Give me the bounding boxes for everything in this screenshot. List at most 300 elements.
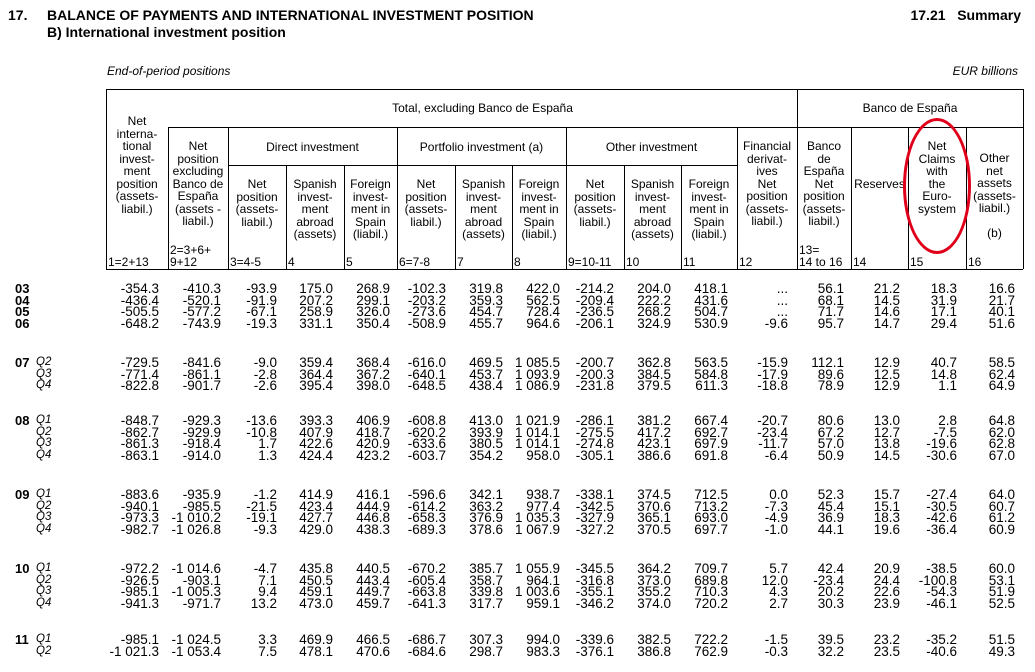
row-quarter-label: Q1 bbox=[36, 414, 52, 426]
table-cell: 16.6 bbox=[988, 281, 1015, 296]
table-cell: 207.2 bbox=[299, 292, 333, 308]
group-banco-de-espana: Banco de España bbox=[862, 101, 958, 115]
table-cell: -1.2 bbox=[253, 487, 277, 502]
table-cell: -1 005.3 bbox=[171, 584, 221, 600]
table-cell: 89.6 bbox=[817, 366, 844, 382]
table-cell: 728.4 bbox=[526, 304, 560, 320]
header-group-rule bbox=[168, 127, 1023, 128]
table-cell: 60.0 bbox=[988, 561, 1015, 576]
table-cell: 431.6 bbox=[694, 292, 728, 308]
table-cell: -286.1 bbox=[575, 413, 614, 428]
table-cell: -10.8 bbox=[246, 424, 277, 440]
table-cell: 454.7 bbox=[469, 304, 503, 320]
table-cell: -941.3 bbox=[120, 596, 159, 612]
column-header-1: Net internа- tional invest- ment position (assets- liabil.) bbox=[115, 114, 159, 216]
table-cell: 112.1 bbox=[811, 355, 844, 370]
column-number-9: 9=10-11 bbox=[568, 255, 612, 269]
row-quarter-label: Q3 bbox=[36, 437, 52, 450]
table-cell: -1 014.6 bbox=[171, 561, 221, 576]
table-cell: 530.9 bbox=[694, 316, 728, 332]
table-cell: -862.7 bbox=[120, 424, 159, 440]
table-cell: 1 067.9 bbox=[514, 522, 560, 538]
row-quarter-label: Q2 bbox=[36, 356, 52, 368]
table-cell: -91.9 bbox=[246, 292, 277, 308]
table-cell: 14.5 bbox=[873, 292, 900, 308]
table-cell: 268.2 bbox=[637, 304, 671, 320]
table-cell: 62.0 bbox=[988, 424, 1015, 440]
table-cell: 22.6 bbox=[873, 584, 900, 600]
table-cell: -1 021.3 bbox=[109, 643, 159, 659]
table-cell: 339.8 bbox=[469, 584, 503, 600]
column-header-7: Spanish invest- ment abroad (assets) bbox=[461, 177, 506, 241]
table-cell: 407.9 bbox=[299, 424, 333, 440]
table-cell: -640.1 bbox=[407, 366, 446, 382]
table-cell: -901.7 bbox=[182, 378, 221, 394]
table-cell: -684.6 bbox=[407, 643, 446, 659]
table-cell: ... bbox=[776, 304, 788, 320]
table-cell: 449.7 bbox=[356, 584, 390, 600]
column-number-7: 7 bbox=[457, 255, 464, 269]
table-cell: -861.1 bbox=[182, 366, 221, 382]
table-cell: 19.6 bbox=[873, 522, 900, 538]
table-cell: 469.5 bbox=[469, 355, 503, 370]
table-cell: -1.5 bbox=[764, 632, 788, 647]
table-cell: -203.2 bbox=[407, 292, 446, 308]
table-cell: -1 026.8 bbox=[171, 522, 221, 538]
table-cell: 459.1 bbox=[299, 584, 333, 600]
table-cell: 324.9 bbox=[637, 316, 671, 332]
table-cell: 71.7 bbox=[817, 304, 844, 320]
table-cell: 1 055.9 bbox=[514, 561, 560, 576]
header-bottom-rule bbox=[106, 269, 1023, 270]
table-cell: -9.6 bbox=[764, 316, 788, 332]
table-cell: 393.3 bbox=[299, 413, 333, 428]
table-cell: -354.3 bbox=[120, 281, 159, 296]
table-cell: -13.6 bbox=[246, 413, 277, 428]
table-cell: -935.9 bbox=[182, 487, 221, 502]
table-cell: 964.6 bbox=[526, 316, 560, 332]
table-cell: 710.3 bbox=[694, 584, 728, 600]
table-cell: 422.6 bbox=[299, 436, 333, 452]
table-cell: -410.3 bbox=[182, 281, 221, 296]
table-cell: 563.5 bbox=[694, 355, 728, 370]
units-note: EUR billions bbox=[952, 64, 1018, 78]
row-quarter-label: Q3 bbox=[36, 367, 52, 380]
table-cell: 21.2 bbox=[873, 281, 900, 296]
table-cell: 1.7 bbox=[258, 436, 277, 452]
table-cell: -2.6 bbox=[253, 378, 277, 394]
table-cell: -929.3 bbox=[182, 413, 221, 428]
table-cell: 416.1 bbox=[356, 487, 390, 502]
table-cell: -274.8 bbox=[575, 436, 614, 452]
table-cell: 317.7 bbox=[469, 596, 503, 612]
table-cell: -23.4 bbox=[813, 572, 844, 588]
table-cell: -54.3 bbox=[926, 584, 957, 600]
table-cell: 959.1 bbox=[526, 596, 560, 612]
table-cell: 363.2 bbox=[469, 498, 503, 514]
table-cell: 427.7 bbox=[299, 510, 333, 526]
table-cell: 381.2 bbox=[637, 413, 671, 428]
table-cell: -903.1 bbox=[182, 572, 221, 588]
table-cell: 7.5 bbox=[258, 643, 277, 659]
table-cell: 1 035.3 bbox=[514, 510, 560, 526]
table-cell: 689.8 bbox=[694, 572, 728, 588]
table-cell: 30.3 bbox=[817, 596, 844, 612]
column-header-10: Spanish invest- ment abroad (assets) bbox=[630, 177, 675, 241]
table-cell: 584.8 bbox=[694, 366, 728, 382]
table-cell: 720.2 bbox=[694, 596, 728, 612]
column-header-14: Reserves bbox=[854, 177, 905, 191]
row-quarter-label: Q1 bbox=[36, 562, 52, 574]
table-cell: -985.1 bbox=[120, 632, 159, 647]
table-cell: 473.0 bbox=[299, 596, 333, 612]
table-cell: -19.6 bbox=[926, 436, 957, 452]
table-cell: 406.9 bbox=[356, 413, 390, 428]
row-year-label: 11 bbox=[15, 632, 29, 647]
table-cell: 44.1 bbox=[817, 522, 844, 538]
table-cell: 424.4 bbox=[299, 448, 333, 464]
table-cell: 298.7 bbox=[469, 643, 503, 659]
group-direct-investment: Direct investment bbox=[266, 140, 359, 154]
row-quarter-label: Q4 bbox=[36, 449, 52, 462]
table-cell: 423.4 bbox=[299, 498, 333, 514]
table-cell: -822.8 bbox=[120, 378, 159, 394]
table-cell: 977.4 bbox=[526, 498, 560, 514]
table-cell: 364.4 bbox=[299, 366, 333, 382]
column-header-8: Foreign invest- ment in Spain (liabil.) bbox=[518, 177, 560, 241]
table-cell: 1 014.1 bbox=[514, 436, 560, 452]
table-cell: -0.3 bbox=[764, 643, 788, 659]
table-cell: -686.7 bbox=[407, 632, 446, 647]
table-cell: -2.8 bbox=[253, 366, 277, 382]
table-cell: 21.7 bbox=[988, 292, 1015, 308]
column-header-13: Banco de España Net position (assets- liabil.) bbox=[802, 139, 846, 228]
table-cell: 64.8 bbox=[988, 413, 1015, 428]
table-cell: 373.0 bbox=[637, 572, 671, 588]
table-cell: 958.0 bbox=[526, 448, 560, 464]
table-cell: 435.8 bbox=[299, 561, 333, 576]
table-cell: 13.8 bbox=[873, 436, 900, 452]
table-cell: 60.9 bbox=[988, 522, 1015, 538]
table-cell: -914.0 bbox=[182, 448, 221, 464]
table-cell: -603.7 bbox=[407, 448, 446, 464]
table-cell: 204.0 bbox=[637, 281, 671, 296]
column-number-10: 10 bbox=[626, 255, 640, 269]
table-cell: -7.3 bbox=[764, 498, 788, 514]
table-cell: 78.9 bbox=[817, 378, 844, 394]
table-cell: 51.5 bbox=[988, 632, 1015, 647]
table-cell: 1 003.6 bbox=[514, 584, 560, 600]
table-cell: 12.9 bbox=[873, 355, 900, 370]
table-cell: -7.5 bbox=[933, 424, 957, 440]
table-cell: 374.0 bbox=[637, 596, 671, 612]
table-cell: 395.4 bbox=[299, 378, 333, 394]
row-quarter-label: Q1 bbox=[36, 633, 52, 645]
table-cell: -985.5 bbox=[182, 498, 221, 514]
column-divider bbox=[851, 127, 852, 269]
table-cell: 667.4 bbox=[694, 413, 728, 428]
row-quarter-label: Q4 bbox=[36, 597, 52, 610]
table-cell: -4.9 bbox=[764, 510, 788, 526]
table-cell: -520.1 bbox=[182, 292, 221, 308]
table-cell: 62.4 bbox=[988, 366, 1015, 382]
column-number-4: 4 bbox=[288, 255, 295, 269]
table-cell: 350.4 bbox=[356, 316, 390, 332]
row-year-label: 10 bbox=[15, 561, 30, 576]
table-cell: 32.2 bbox=[817, 643, 844, 659]
table-cell: 983.3 bbox=[526, 643, 560, 659]
row-quarter-label: Q3 bbox=[36, 511, 52, 524]
row-year-label: 06 bbox=[15, 316, 30, 332]
table-cell: -973.3 bbox=[120, 510, 159, 526]
table-cell: -596.6 bbox=[407, 487, 446, 502]
table-cell: 40.7 bbox=[930, 355, 957, 370]
table-cell: -30.6 bbox=[926, 448, 957, 464]
row-quarter-label: Q4 bbox=[36, 379, 52, 392]
table-cell: 354.2 bbox=[469, 448, 503, 464]
table-cell: -1 024.5 bbox=[171, 632, 221, 647]
header-top-rule bbox=[106, 89, 1023, 90]
row-quarter-label: Q2 bbox=[36, 644, 52, 657]
table-cell: 1 014.1 bbox=[514, 424, 560, 440]
table-cell: 386.8 bbox=[637, 643, 671, 659]
table-cell: -971.7 bbox=[182, 596, 221, 612]
table-cell: 222.2 bbox=[637, 292, 671, 308]
column-number-1: 1=2+13 bbox=[108, 255, 149, 269]
table-cell: 713.2 bbox=[694, 498, 728, 514]
table-cell: -689.3 bbox=[407, 522, 446, 538]
column-number-6: 6=7-8 bbox=[399, 255, 431, 269]
table-cell: 5.7 bbox=[769, 561, 788, 576]
table-cell: 39.5 bbox=[817, 632, 844, 647]
table-cell: 80.6 bbox=[817, 413, 844, 428]
group-other-investment: Other investment bbox=[605, 140, 698, 154]
table-cell: ... bbox=[776, 281, 788, 296]
page-subtitle: B) International investment position bbox=[47, 24, 286, 40]
table-cell: 450.5 bbox=[299, 572, 333, 588]
column-number-12: 12 bbox=[739, 255, 753, 269]
row-year-label: 03 bbox=[15, 281, 30, 296]
column-header-16: Other net assets (assets- liabil.) (b) bbox=[973, 151, 1016, 240]
table-cell: 45.4 bbox=[817, 498, 844, 514]
table-cell: -30.5 bbox=[926, 498, 957, 514]
table-cell: 52.5 bbox=[988, 596, 1015, 612]
table-cell: -9.0 bbox=[253, 355, 277, 370]
table-cell: -236.5 bbox=[575, 304, 614, 320]
table-cell: -1 053.4 bbox=[171, 643, 221, 659]
table-cell: 14.7 bbox=[873, 316, 900, 332]
table-cell: 68.1 bbox=[817, 292, 844, 308]
row-quarter-label: Q3 bbox=[36, 585, 52, 598]
column-number-3: 3=4-5 bbox=[230, 255, 262, 269]
table-cell: 762.9 bbox=[694, 643, 728, 659]
row-quarter-label: Q2 bbox=[36, 573, 52, 586]
table-cell: 398.0 bbox=[356, 378, 390, 394]
table-cell: 24.4 bbox=[873, 572, 900, 588]
table-cell: 455.7 bbox=[469, 316, 503, 332]
table-cell: 374.5 bbox=[637, 487, 671, 502]
table-cell: 385.7 bbox=[469, 561, 503, 576]
table-cell: -42.6 bbox=[926, 510, 957, 526]
table-cell: 12.7 bbox=[873, 424, 900, 440]
table-cell: -616.0 bbox=[407, 355, 446, 370]
column-number-5: 5 bbox=[346, 255, 353, 269]
table-cell: -883.6 bbox=[120, 487, 159, 502]
table-cell: -200.7 bbox=[575, 355, 614, 370]
group-portfolio-investment: Portfolio investment (a) bbox=[419, 140, 544, 154]
table-cell: 478.1 bbox=[299, 643, 333, 659]
table-cell: -19.3 bbox=[246, 316, 277, 332]
table-cell: -729.5 bbox=[120, 355, 159, 370]
table-cell: 0.0 bbox=[769, 487, 788, 502]
table-cell: -355.1 bbox=[575, 584, 614, 600]
table-cell: -985.1 bbox=[120, 584, 159, 600]
page-title: BALANCE OF PAYMENTS AND INTERNATIONAL INVESTMENT POSITION bbox=[47, 7, 534, 23]
table-cell: -9.3 bbox=[253, 522, 277, 538]
table-cell: -658.3 bbox=[407, 510, 446, 526]
row-year-label: 04 bbox=[15, 292, 30, 308]
table-cell: 418.1 bbox=[694, 281, 728, 296]
table-cell: -436.4 bbox=[120, 292, 159, 308]
table-cell: -940.1 bbox=[120, 498, 159, 514]
table-cell: -327.2 bbox=[575, 522, 614, 538]
table-cell: 20.9 bbox=[873, 561, 900, 576]
table-cell: -743.9 bbox=[182, 316, 221, 332]
column-header-4: Spanish invest- ment abroad (assets) bbox=[293, 177, 337, 241]
table-cell: -38.5 bbox=[926, 561, 957, 576]
table-cell: 17.1 bbox=[930, 304, 957, 320]
row-quarter-label: Q4 bbox=[36, 523, 52, 536]
table-cell: 691.8 bbox=[694, 448, 728, 464]
table-cell: 446.8 bbox=[356, 510, 390, 526]
table-cell: -614.2 bbox=[407, 498, 446, 514]
table-cell: 18.3 bbox=[930, 281, 957, 296]
table-cell: 268.9 bbox=[356, 281, 390, 296]
table-cell: -305.1 bbox=[575, 448, 614, 464]
table-cell: -40.6 bbox=[926, 643, 957, 659]
table-cell: 413.0 bbox=[469, 413, 503, 428]
table-cell: 562.5 bbox=[526, 292, 560, 308]
column-number-2: 2=3+6+ 9+12 bbox=[170, 243, 212, 269]
table-cell: -6.4 bbox=[764, 448, 788, 464]
table-cell: 51.9 bbox=[988, 584, 1015, 600]
highlight-circle bbox=[903, 118, 971, 254]
table-cell: 67.2 bbox=[817, 424, 844, 440]
table-cell: 365.1 bbox=[637, 510, 671, 526]
column-divider bbox=[1023, 89, 1024, 269]
table-cell: -15.9 bbox=[757, 355, 788, 370]
table-cell: 31.9 bbox=[930, 292, 957, 308]
table-cell: 36.9 bbox=[817, 510, 844, 526]
table-cell: -972.2 bbox=[120, 561, 159, 576]
table-cell: 62.8 bbox=[988, 436, 1015, 452]
row-year-label: 07 bbox=[15, 355, 30, 370]
table-cell: 1 085.5 bbox=[514, 355, 560, 370]
table-cell: -11.7 bbox=[758, 436, 788, 452]
table-cell: 1 021.9 bbox=[514, 413, 560, 428]
table-cell: 358.7 bbox=[469, 572, 503, 588]
column-header-5: Foreign invest- ment in Spain (liabil.) bbox=[350, 177, 391, 241]
column-number-11: 11 bbox=[683, 255, 696, 269]
table-cell: 258.9 bbox=[299, 304, 333, 320]
table-cell: -505.5 bbox=[120, 304, 159, 320]
table-cell: 56.1 bbox=[817, 281, 844, 296]
table-cell: 423.2 bbox=[356, 448, 390, 464]
table-cell: 23.5 bbox=[873, 643, 900, 659]
row-year-label: 09 bbox=[15, 487, 30, 502]
table-cell: 359.3 bbox=[469, 292, 503, 308]
table-cell: -929.9 bbox=[182, 424, 221, 440]
table-cell: 444.9 bbox=[356, 498, 390, 514]
table-cell: -918.4 bbox=[182, 436, 221, 452]
column-header-6: Net position (assets- liabil.) bbox=[404, 177, 448, 229]
table-cell: -23.4 bbox=[757, 424, 788, 440]
table-cell: -620.2 bbox=[407, 424, 446, 440]
row-quarter-label: Q2 bbox=[36, 499, 52, 512]
table-cell: 49.3 bbox=[988, 643, 1015, 659]
row-quarter-label: Q1 bbox=[36, 488, 52, 500]
table-cell: -641.3 bbox=[407, 596, 446, 612]
table-cell: 2.7 bbox=[769, 596, 788, 612]
column-number-8: 8 bbox=[514, 255, 521, 269]
table-cell: -67.1 bbox=[246, 304, 277, 320]
table-cell: 342.1 bbox=[469, 487, 503, 502]
table-cell: 1 086.9 bbox=[514, 378, 560, 394]
table-cell: -1 010.2 bbox=[171, 510, 221, 526]
table-cell: 368.4 bbox=[356, 355, 390, 370]
table-cell: 611.3 bbox=[695, 378, 728, 394]
table-cell: 42.4 bbox=[817, 561, 844, 576]
table-cell: -206.1 bbox=[575, 316, 614, 332]
table-cell: -982.7 bbox=[120, 522, 159, 538]
column-header-11: Foreign invest- ment in Spain (liabil.) bbox=[688, 177, 730, 241]
column-header-15: Net Claims with the Euro- system bbox=[917, 139, 956, 216]
table-cell: -46.1 bbox=[926, 596, 957, 612]
table-cell: 29.4 bbox=[930, 316, 957, 332]
table-cell: -316.8 bbox=[575, 572, 614, 588]
table-cell: 326.0 bbox=[356, 304, 390, 320]
table-cell: -648.2 bbox=[120, 316, 159, 332]
table-cell: 23.9 bbox=[873, 596, 900, 612]
table-cell: -926.5 bbox=[120, 572, 159, 588]
table-cell: 384.5 bbox=[637, 366, 671, 382]
table-cell: 376.9 bbox=[469, 510, 503, 526]
table-cell: 14.6 bbox=[873, 304, 900, 320]
table-cell: 64.9 bbox=[988, 378, 1015, 394]
table-cell: 964.1 bbox=[526, 572, 560, 588]
table-cell: -231.8 bbox=[575, 378, 614, 394]
table-cell: 20.2 bbox=[817, 584, 844, 600]
table-cell: -670.2 bbox=[407, 561, 446, 576]
table-cell: 2.8 bbox=[938, 413, 957, 428]
table-cell: -342.5 bbox=[575, 498, 614, 514]
table-cell: 697.9 bbox=[694, 436, 728, 452]
table-cell: -200.3 bbox=[575, 366, 614, 382]
table-cell: -508.9 bbox=[407, 316, 446, 332]
table-cell: 319.8 bbox=[469, 281, 503, 296]
table-cell: -861.3 bbox=[120, 436, 159, 452]
header-subgroup-rule bbox=[228, 165, 737, 166]
table-cell: 359.4 bbox=[299, 355, 333, 370]
table-cell: 50.9 bbox=[817, 448, 844, 464]
table-cell: 504.7 bbox=[694, 304, 728, 320]
table-cell: 3.3 bbox=[258, 632, 277, 647]
table-cell: -102.3 bbox=[407, 281, 446, 296]
table-cell: 438.4 bbox=[469, 378, 503, 394]
table-cell: -4.7 bbox=[253, 561, 277, 576]
column-number-14: 14 bbox=[853, 255, 867, 269]
table-cell: 938.7 bbox=[526, 487, 560, 502]
